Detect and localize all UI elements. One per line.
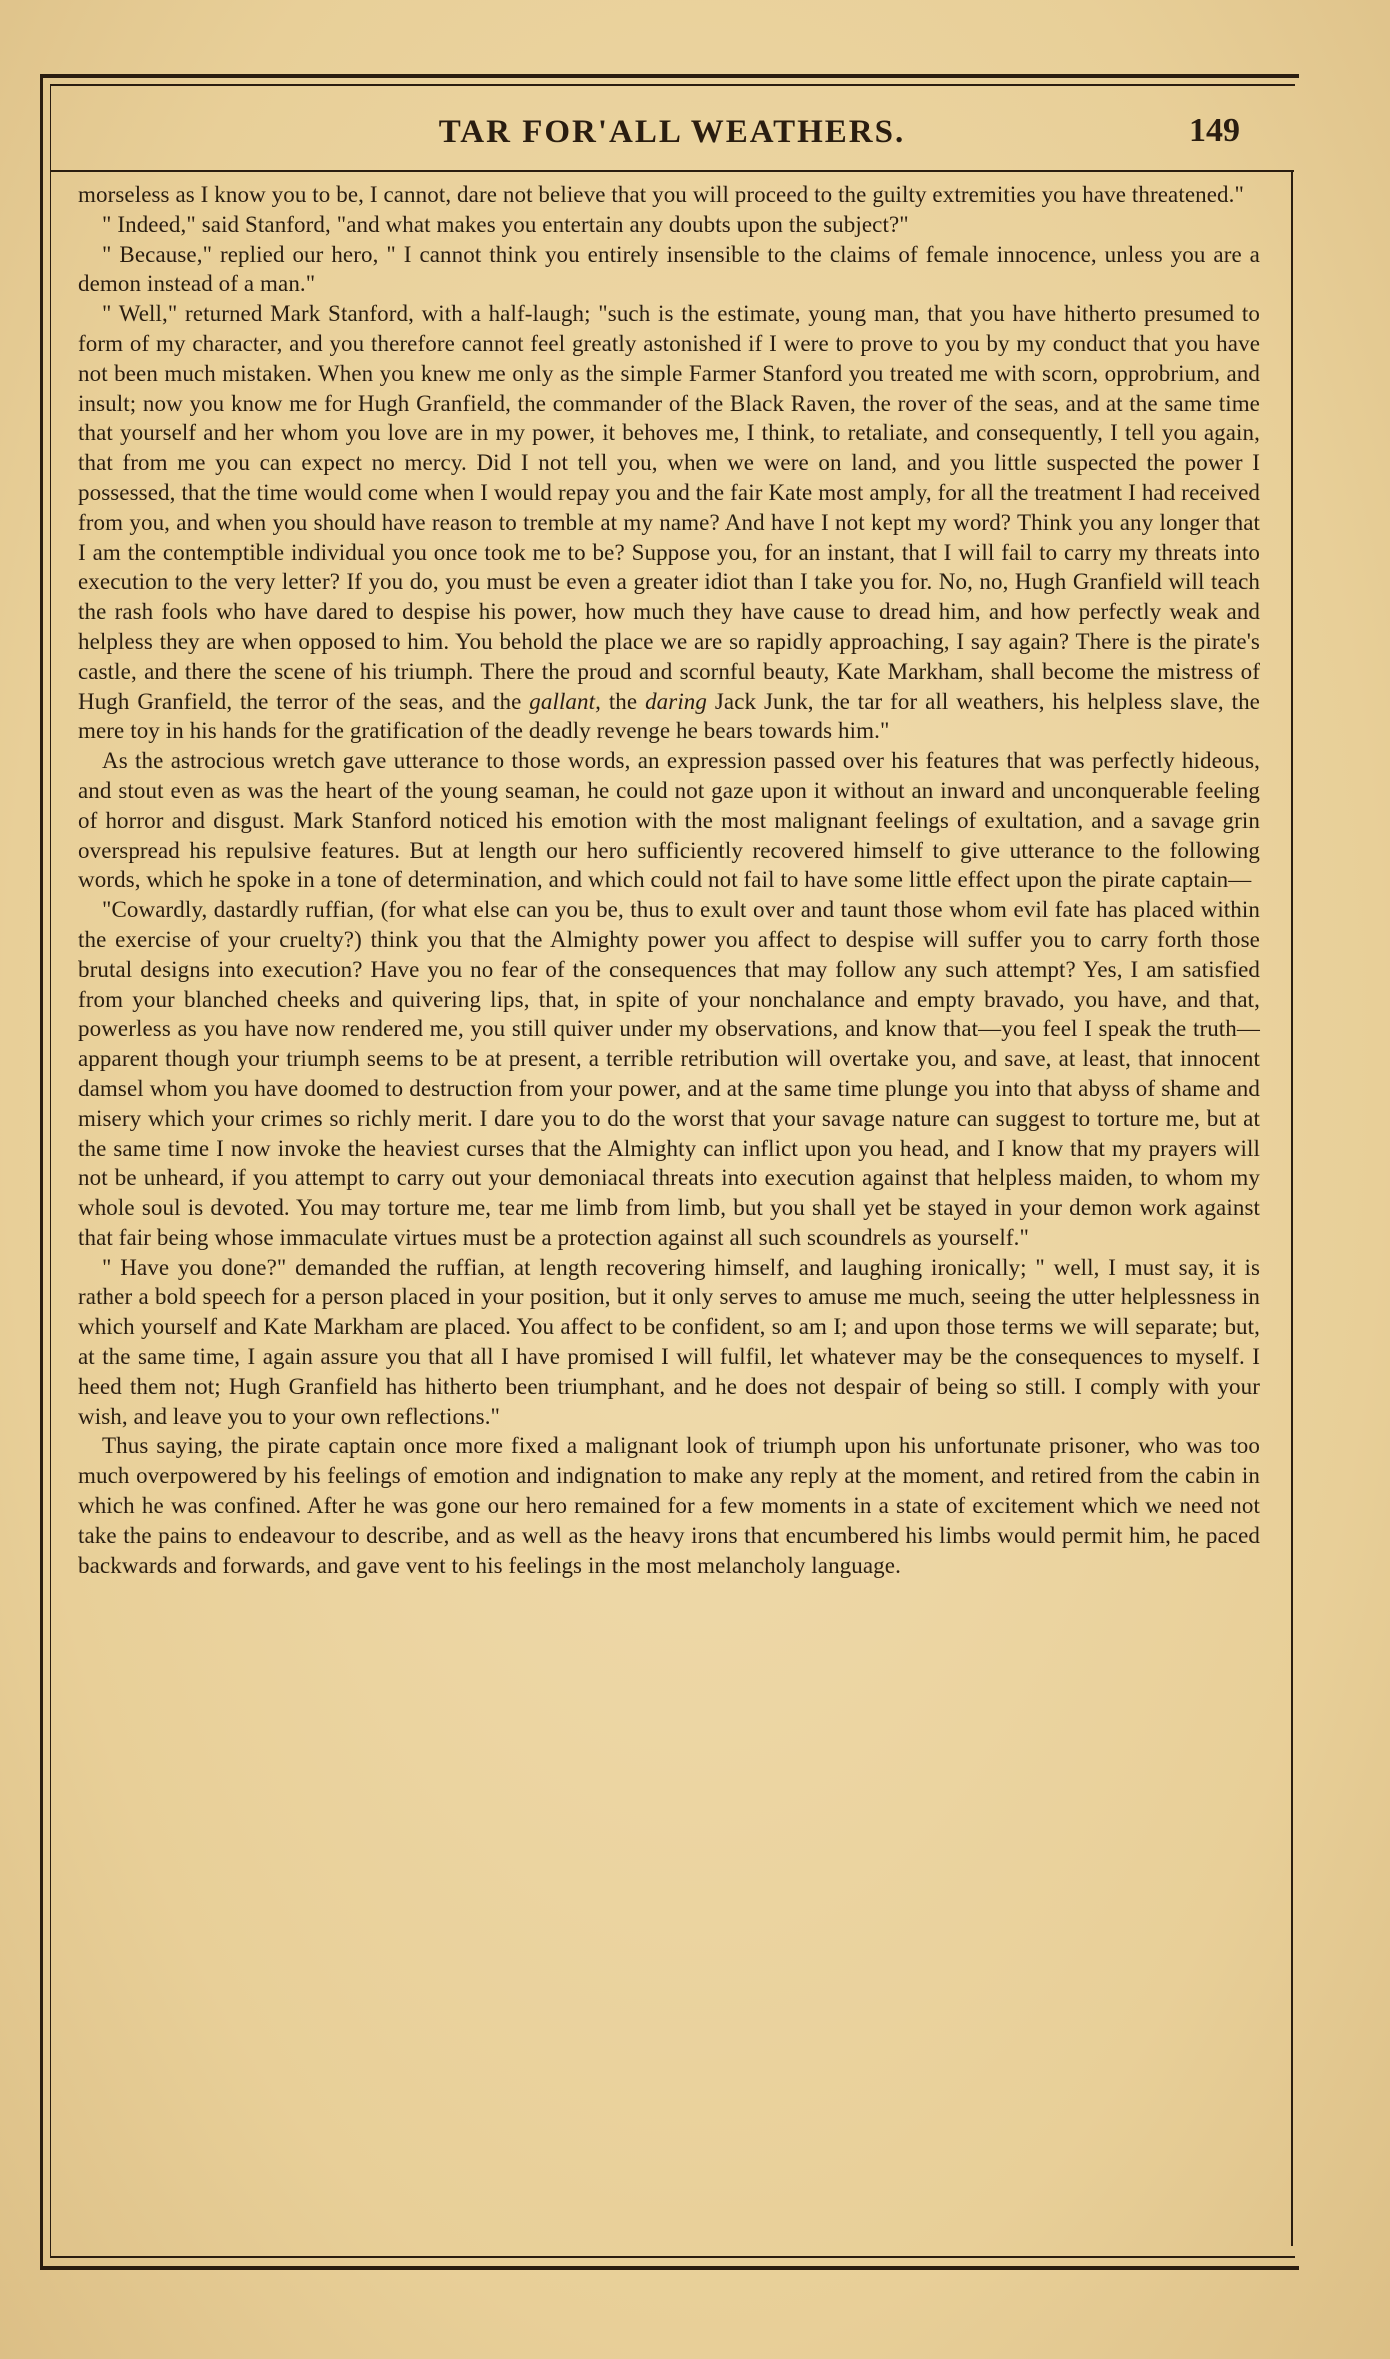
paragraph: " Indeed," said Stanford, "and what makes you entertain any doubts upon the subject?" <box>102 211 909 237</box>
paragraph-text: Jack Junk, the tar for all weathers, his helpless slave, the mere toy in his hands for the gratification of the deadly revenge he bears towards him." <box>78 688 1260 744</box>
page-number: 149 <box>1189 112 1240 149</box>
paragraph: " Have you done?" demanded the ruffian, at length recovering himself, and laughing ironically; " well, I must say, it is rather a bold speech for a person placed in your position, but it only serves to amuse me much, seeing the utter helplessness in which yourself and Kate Markham are placed. You affect to be confident, so am I; and upon those terms we will separate; but, at the same time, I again assure you that all I have promised I will fulfil, let whatever may be the consequences to myself. I heed them not; Hugh Granfield has hitherto been triumphant, and he does not despair of being so still. I comply with your wish, and leave you to your own reflections." <box>78 1254 1260 1429</box>
paragraph <box>78 299 1260 746</box>
paragraph: "Cowardly, dastardly ruffian, (for what else can you be, thus to exult over and taunt those whom evil fate has placed within the exercise of your cruelty?) think you that the Almighty power you affect to despise will suffer you to carry forth those brutal designs into execution? Have you no fear of the consequences that may follow any such attempt? Yes, I am satisfied from your blanched cheeks and quivering lips, that, in spite of your nonchalance and empty bravado, you have, and that, powerless as you have now rendered me, you still quiver under my observations, and know that—you feel I speak the truth—apparent though your triumph seems to be at present, a terrible retribution will overtake you, and save, at least, that innocent damsel whom you have doomed to destruction from your power, and at the same time plunge you into that abyss of shame and misery which your crimes so richly merit. I dare you to do the worst that your savage nature can suggest to torture me, but at the same time I now invoke the heaviest curses that the Almighty can inflict upon you head, and I know that my prayers will not be unheard, if you attempt to carry out your demoniacal threats into execution against that helpless maiden, to whom my whole soul is devoted. You may torture me, tear me limb from limb, but you shall yet be stayed in your demon work against that fair being whose immaculate virtues must be a protection against all such scoundrels as yourself." <box>78 897 1260 1250</box>
paragraph: As the astrocious wretch gave utterance to those words, an expression passed over his features that was perfectly hideous, and stout even as was the heart of the young seaman, he could not gaze upon it without an inward and unconquerable feeling of horror and disgust. Mark Stanford noticed his emotion with the most malignant feelings of exultation, and a savage grin overspread his repulsive features. But at length our hero sufficiently recovered himself to give utterance to the following words, which he spoke in a tone of determination, and which could not fail to have some little effect upon the pirate captain— <box>78 748 1260 893</box>
italic-word: daring <box>645 688 708 714</box>
page-header <box>50 100 1294 172</box>
body-text <box>78 180 1260 1580</box>
paragraph: Thus saying, the pirate captain once more fixed a malignant look of triumph upon his unfortunate prisoner, who was too much overpowered by his feelings of emotion and indignation to make any reply at the moment, and retired from the cabin in which he was confined. After he was gone our hero remained for a few moments in a state of excitement which we need not take the pains to endeavour to describe, and as well as the heavy irons that encumbered his limbs would permit him, he paced backwards and forwards, and gave vent to his feelings in the most melancholy language. <box>78 1433 1260 1578</box>
paragraph-text: the <box>600 688 646 714</box>
paragraph-text: " Well," returned Mark Stanford, with a half-laugh; "such is the estimate, young man, that you have hitherto presumed to form of my character, and you therefore cannot feel greatly astonished if I were to prove to you by my conduct that you have not been much mistaken. When you knew me only as the simple Farmer Stanford you treated me with scorn, opprobrium, and insult; now you know me for Hugh Granfield, the commander of the Black Raven, the rover of the seas, and at the same time that yourself and her whom you love are in my power, it behoves me, I think, to retaliate, and consequently, I tell you again, that from me you can expect no mercy. Did I not tell you, when we were on land, and you little suspected the power I possessed, that the time would come when I would repay you and the fair Kate most amply, for all the treatment I had received from you, and when you should have reason to tremble at my name? And have I not kept my word? Think you any longer that I am the contemptible individual you once took me to be? Suppose you, for an instant, that I will fail to carry my threats into execution to the very letter? If you do, you must be even a greater idiot than I take you for. No, no, Hugh Granfield will teach the rash fools who have dared to despise his power, how much they have cause to dread him, and how perfectly weak and helpless they are when opposed to him. You behold the place we are so rapidly approaching, I say again? There is the pirate's castle, and there the scene of his triumph. There the proud and scornful beauty, Kate Markham, shall become the mistress of Hugh Granfield, the terror of the seas, and the <box>78 301 1260 714</box>
paragraph: " Because," replied our hero, " I cannot think you entirely insensible to the claims of female innocence, unless you are a demon instead of a man." <box>78 241 1260 297</box>
italic-word: gallant, <box>529 688 601 714</box>
running-title: TAR FOR'ALL WEATHERS. <box>438 114 906 150</box>
column-rule <box>1291 170 1293 2246</box>
paragraph-continuation: morseless as I know you to be, I cannot, dare not believe that you will proceed to the guilty extremities you have threatened." <box>78 182 1245 207</box>
